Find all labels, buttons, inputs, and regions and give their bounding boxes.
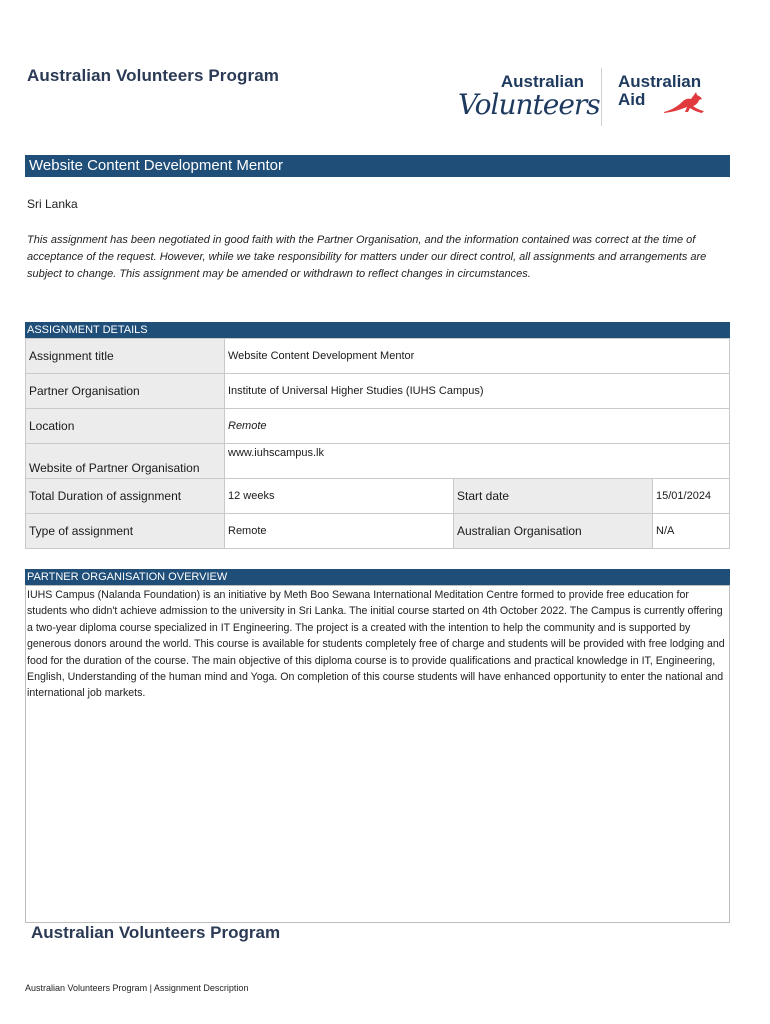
table-row (26, 339, 730, 374)
logo-aid-line2: Aid (618, 90, 646, 109)
assignment-title-value: Website Content Development Mentor (225, 339, 730, 374)
kangaroo-icon (662, 88, 706, 116)
start-date-value: 15/01/2024 (653, 479, 730, 514)
assignment-details-heading: ASSIGNMENT DETAILS (25, 322, 730, 338)
duration-value: 12 weeks (225, 479, 454, 514)
australian-aid-logo (618, 72, 728, 122)
country: Sri Lanka (27, 197, 78, 211)
overview-text: IUHS Campus (Nalanda Foundation) is an initiative by Meth Boo Sewana International Meditation Centre formed to provide free education for students who didn't achieve admission to the university in Sri Lanka. The initial course started on 4th October 2022. The Campus is currently offering a two-year diploma course specialized in IT Engineering. The project is a created with the intention to help the community and is supported by generous donors around the world. This course is available for students completely free of charge and students will be provided with free lodging and food for the duration of the course. The main objective of this diploma course is to provide qualifications and practical knowledge in IT, Engineering, English, Understanding of the human mind and Yoga. On completion of this course students will have enhanced opportunity to enter the national and international job markets. (27, 589, 725, 700)
duration-label: Total Duration of assignment (26, 479, 225, 514)
program-name-footer: Australian Volunteers Program (31, 923, 284, 943)
logo-aid-line1: Australian (618, 72, 702, 91)
disclaimer-text: This assignment has been negotiated in good faith with the Partner Organisation, and the information contained was correct at the time of acceptance of the request. However, while we take responsibility for matters under our direct control, all assignments and arrangements are subject to change. This assignment may be amended or withdrawn to reflect changes in circumstances. (27, 234, 707, 280)
table-row (26, 444, 730, 479)
start-date-label: Start date (454, 479, 653, 514)
australian-organisation-label: Australian Organisation (454, 514, 653, 549)
assignment-details-table (25, 338, 730, 549)
australian-organisation-value: N/A (653, 514, 730, 549)
website-value: www.iuhscampus.lk (225, 444, 730, 479)
logo-av-top-text: Australian (500, 72, 584, 91)
logo-av-bottom-text: Volunteers (458, 88, 600, 121)
table-row (26, 374, 730, 409)
location-value: Remote (225, 409, 730, 444)
website-label: Website of Partner Organisation (26, 444, 225, 479)
table-row (26, 514, 730, 549)
assignment-title-label: Assignment title (26, 339, 225, 374)
table-row (26, 409, 730, 444)
location-label: Location (26, 409, 225, 444)
type-value: Remote (225, 514, 454, 549)
program-name-header: Australian Volunteers Program (27, 66, 279, 85)
table-row (26, 479, 730, 514)
page-title: Website Content Development Mentor (25, 155, 730, 177)
partner-organisation-label: Partner Organisation (26, 374, 225, 409)
footer-text: Australian Volunteers Program | Assignment Description (25, 983, 249, 993)
australian-volunteers-logo (458, 70, 600, 126)
logo-divider (601, 68, 602, 126)
type-label: Type of assignment (26, 514, 225, 549)
overview-heading: PARTNER ORGANISATION OVERVIEW (25, 569, 730, 585)
partner-organisation-value: Institute of Universal Higher Studies (IUHS Campus) (225, 374, 730, 409)
